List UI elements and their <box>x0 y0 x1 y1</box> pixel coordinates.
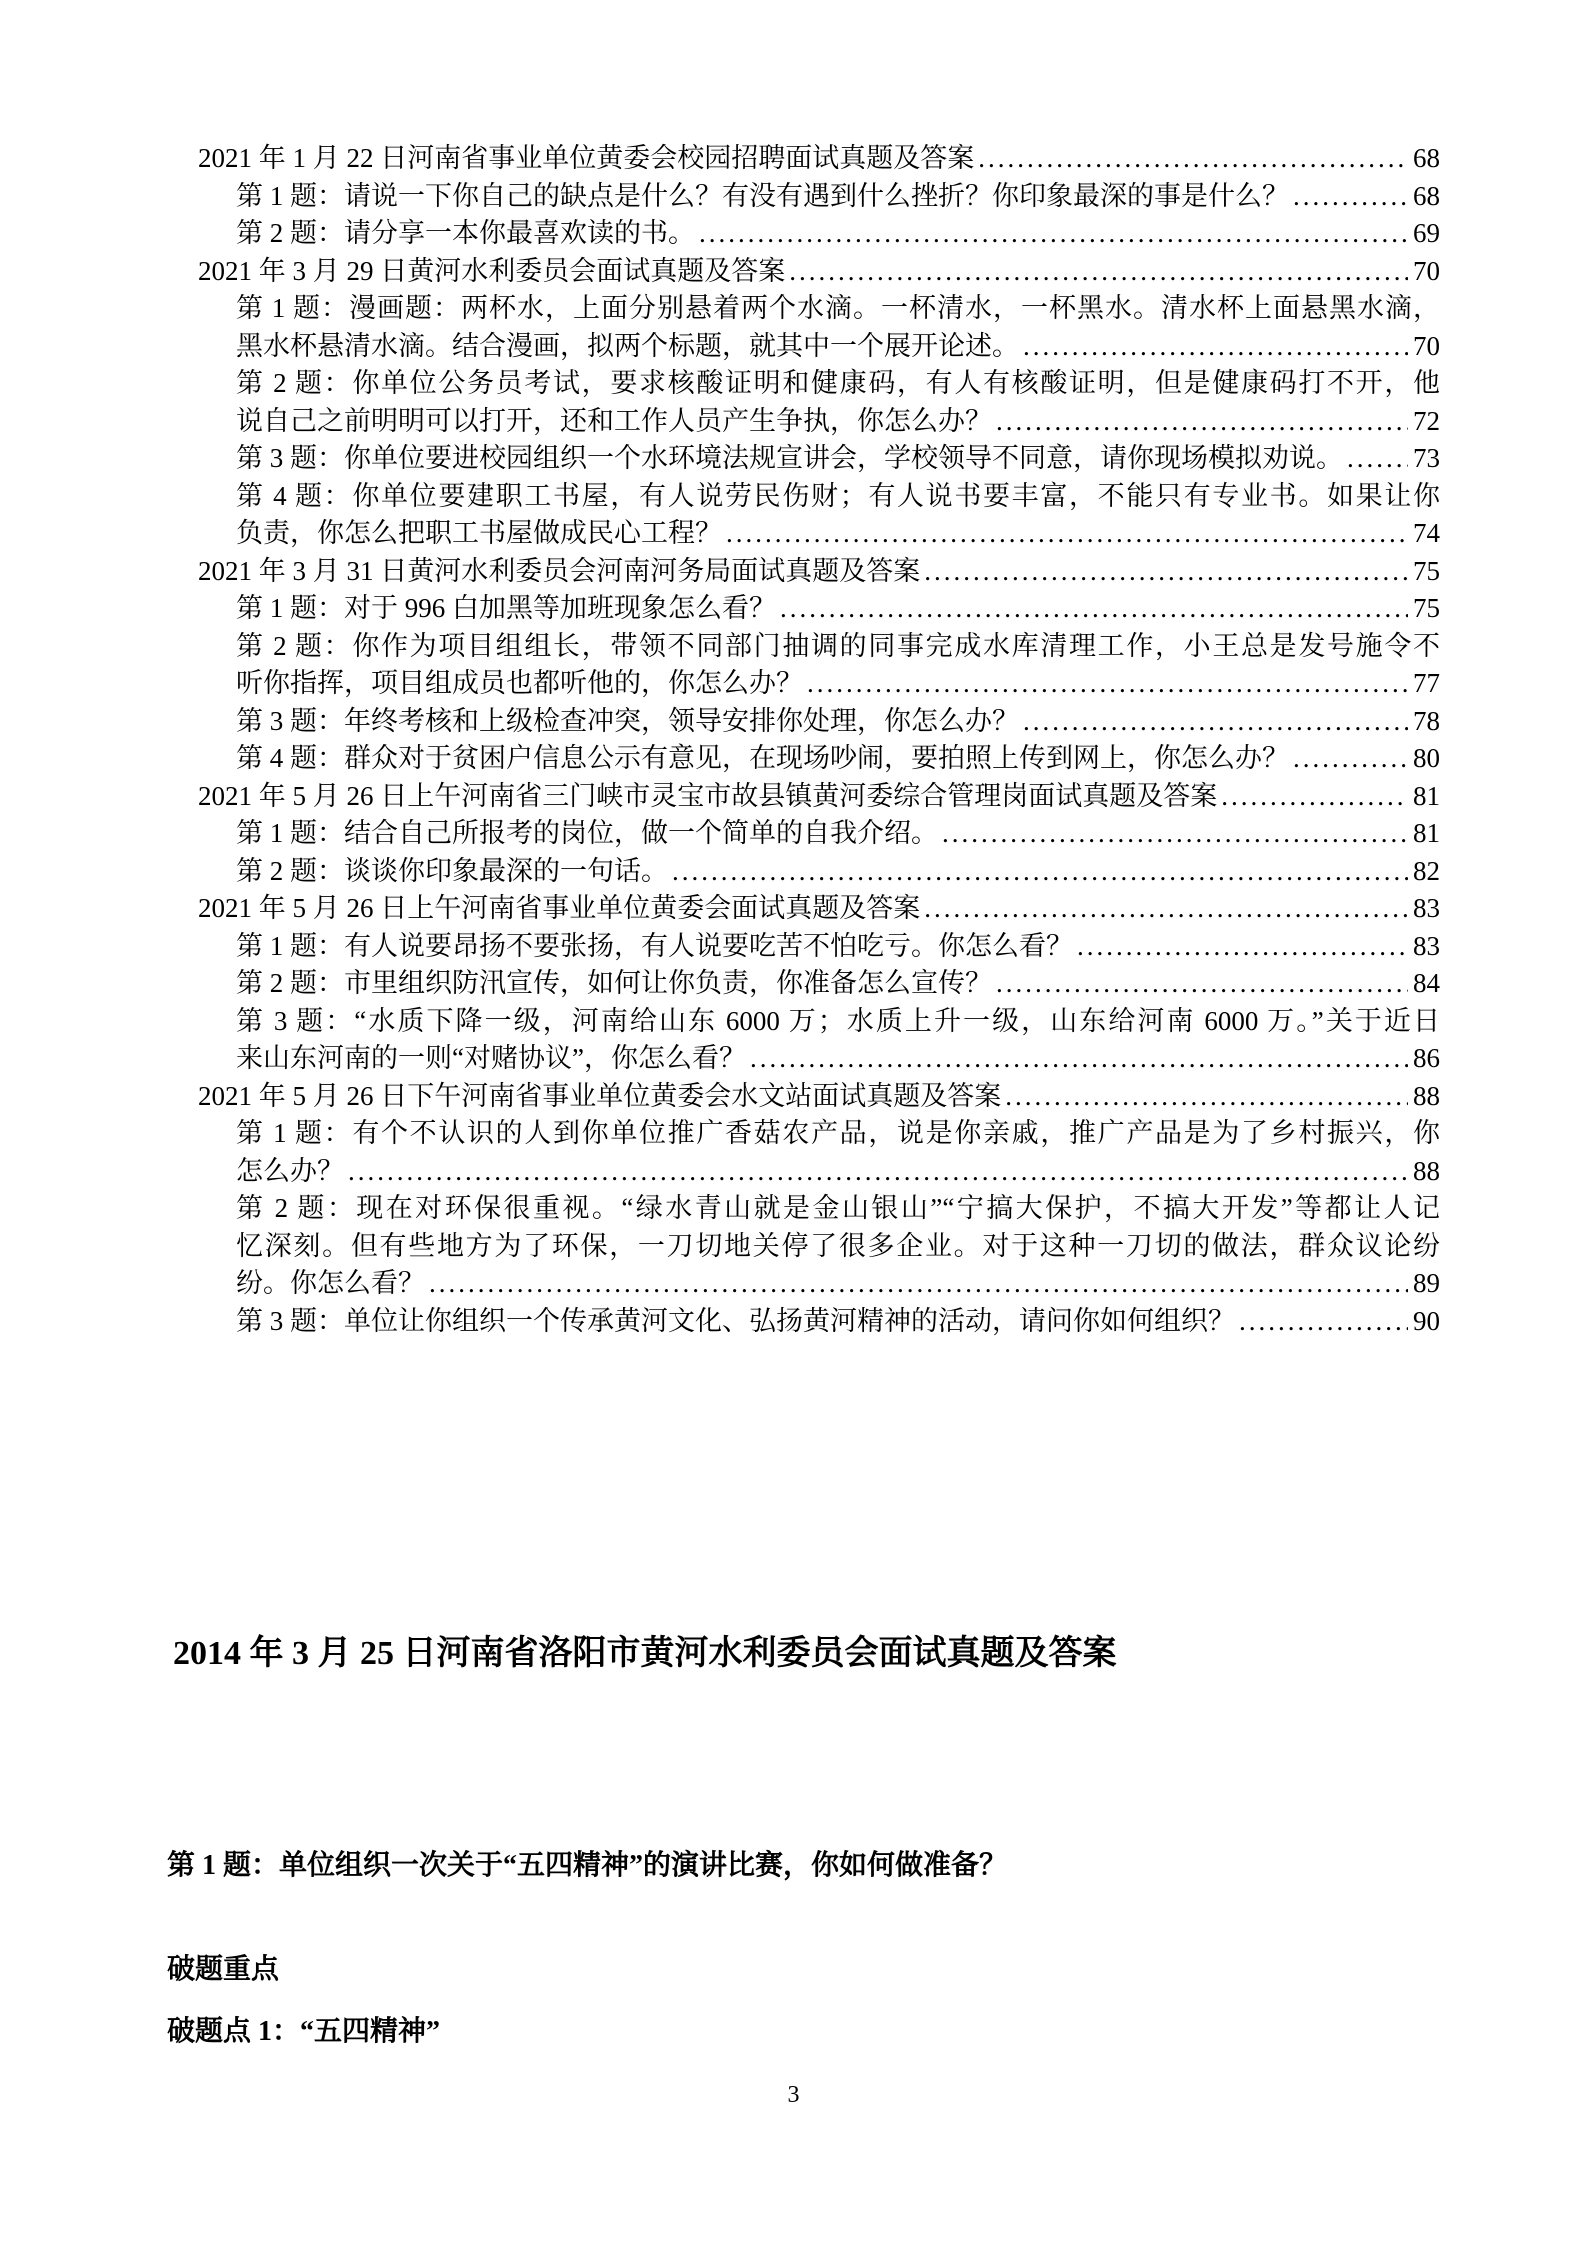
toc-entry[interactable] <box>198 1115 1440 1153</box>
toc-page-number: 88 <box>1413 1080 1440 1111</box>
toc-entry[interactable] <box>198 1040 1440 1078</box>
toc-entry-text: 第 1 题：结合自己所报考的岗位，做一个简单的自我介绍。 <box>236 818 938 848</box>
toc-entry[interactable] <box>198 328 1440 366</box>
toc-entry-text: 第 3 题：“水质下降一级，河南给山东 6000 万；水质上升一级，山东给河南 6000 万。”关于近日 <box>236 1005 1440 1036</box>
toc-page-number: 77 <box>1413 668 1440 698</box>
toc-leader-dots <box>1077 928 1408 966</box>
toc-page-number: 78 <box>1413 705 1440 736</box>
toc-entry-text: 2021 年 5 月 26 日上午河南省事业单位黄委会面试真题及答案 <box>198 893 921 923</box>
toc-page-number: 84 <box>1413 968 1440 998</box>
toc-page-number: 80 <box>1413 743 1440 773</box>
analysis-heading: 破题重点 <box>167 1954 280 1985</box>
toc-entry-text: 第 2 题：你作为项目组组长，带领不同部门抽调的同事完成水库清理工作，小王总是发号施令不 <box>236 630 1440 661</box>
toc-entry-text: 第 1 题：漫画题：两杯水，上面分别悬着两个水滴。一杯清水，一杯黑水。清水杯上面悬黑水滴， <box>236 293 1440 323</box>
toc-entry[interactable] <box>198 703 1440 741</box>
question-1-heading: 第 1 题：单位组织一次关于“五四精神”的演讲比赛，你如何做准备？ <box>167 1850 1008 1881</box>
toc-entry[interactable] <box>198 853 1440 891</box>
toc-entry[interactable] <box>198 365 1440 403</box>
toc-entry-text: 第 1 题：对于 996 白加黑等加班现象怎么看？ <box>236 593 776 623</box>
toc-entry[interactable] <box>198 478 1440 516</box>
toc-leader-dots <box>942 815 1408 853</box>
toc-page-number: 70 <box>1413 255 1440 286</box>
page-number: 3 <box>787 2082 800 2108</box>
toc-leader-dots <box>1293 740 1408 778</box>
toc-entry-text: 第 4 题：群众对于贫困户信息公示有意见，在现场吵闹，要拍照上传到网上，你怎么办？ <box>236 743 1289 773</box>
toc-page-number: 83 <box>1413 930 1440 961</box>
toc-entry[interactable] <box>198 553 1440 591</box>
toc-entry-text: 第 3 题：年终考核和上级检查冲突，领导安排你处理，你怎么办？ <box>236 705 1019 736</box>
toc-entry[interactable] <box>198 665 1440 703</box>
toc-entry[interactable] <box>198 1153 1440 1191</box>
toc-entry[interactable] <box>198 1303 1440 1341</box>
toc-entry-text: 忆深刻。但有些地方为了环保，一刀切地关停了很多企业。对于这种一刀切的做法，群众议论纷 <box>236 1230 1440 1261</box>
toc-entry-text: 第 4 题：你单位要建职工书屋，有人说劳民伤财；有人说书要丰富，不能只有专业书。如果让你 <box>236 480 1440 511</box>
toc-entry[interactable] <box>198 590 1440 628</box>
toc-page-number: 69 <box>1413 218 1440 248</box>
toc-entry-text: 第 2 题：你单位公务员考试，要求核酸证明和健康码，有人有核酸证明，但是健康码打不开，他 <box>236 368 1440 398</box>
toc-entry[interactable] <box>198 740 1440 778</box>
toc-leader-dots <box>996 965 1408 1003</box>
toc-entry[interactable] <box>198 628 1440 666</box>
toc-leader-dots <box>429 1265 1408 1303</box>
toc-entry[interactable] <box>198 178 1440 216</box>
toc-page-number: 81 <box>1413 818 1440 848</box>
toc-entry[interactable] <box>198 290 1440 328</box>
toc-page-number: 75 <box>1413 555 1440 586</box>
toc-entry[interactable] <box>198 965 1440 1003</box>
toc-entry-text: 黑水杯悬清水滴。结合漫画，拟两个标题，就其中一个展开论述。 <box>236 330 1019 361</box>
toc-page-number: 68 <box>1413 143 1440 173</box>
toc-leader-dots <box>750 1040 1408 1078</box>
toc-entry[interactable] <box>198 215 1440 253</box>
toc-entry[interactable] <box>198 778 1440 816</box>
toc-entry-text: 来山东河南的一则“对赌协议”，你怎么看？ <box>236 1043 746 1073</box>
toc-entry[interactable] <box>198 515 1440 553</box>
toc-page-number: 70 <box>1413 330 1440 361</box>
toc-entry-text: 第 2 题：请分享一本你最喜欢读的书。 <box>236 218 695 248</box>
toc-page-number: 74 <box>1413 518 1440 548</box>
toc-page-number: 83 <box>1413 893 1440 923</box>
toc-leader-dots <box>348 1153 1408 1191</box>
toc-entry[interactable] <box>198 928 1440 966</box>
toc-entry-text: 怎么办？ <box>236 1155 344 1186</box>
toc-leader-dots <box>1293 178 1408 216</box>
toc-page-number: 75 <box>1413 593 1440 623</box>
toc-leader-dots <box>924 553 1408 591</box>
toc-entry-text: 2021 年 3 月 29 日黄河水利委员会面试真题及答案 <box>198 255 786 286</box>
toc-leader-dots <box>1023 703 1408 741</box>
toc-leader-dots <box>1239 1303 1408 1341</box>
toc-page-number: 82 <box>1413 855 1440 886</box>
toc-entry[interactable] <box>198 403 1440 441</box>
toc-leader-dots <box>1023 328 1408 366</box>
analysis-point-1: 破题点 1：“五四精神” <box>167 2016 441 2047</box>
toc-entry[interactable] <box>198 440 1440 478</box>
toc-entry-text: 第 3 题：单位让你组织一个传承黄河文化、弘扬黄河精神的活动，请问你如何组织？ <box>236 1305 1235 1336</box>
toc-entry[interactable] <box>198 815 1440 853</box>
toc-entry[interactable] <box>198 1003 1440 1041</box>
toc-page-number: 88 <box>1413 1155 1440 1186</box>
toc-leader-dots <box>978 140 1408 178</box>
toc-entry-text: 负责，你怎么把职工书屋做成民心工程？ <box>236 518 722 548</box>
toc-leader-dots <box>924 890 1408 928</box>
toc-entry-text: 2021 年 5 月 26 日下午河南省事业单位黄委会水文站面试真题及答案 <box>198 1080 1002 1111</box>
toc-leader-dots <box>726 515 1408 553</box>
toc-entry-text: 第 1 题：请说一下你自己的缺点是什么？有没有遇到什么挫折？你印象最深的事是什么？ <box>236 180 1289 211</box>
section-heading: 2014 年 3 月 25 日河南省洛阳市黄河水利委员会面试真题及答案 <box>173 1635 1117 1672</box>
toc-page-number: 89 <box>1413 1268 1440 1298</box>
toc-entry-text: 纷。你怎么看？ <box>236 1268 425 1298</box>
toc-entry-text: 2021 年 1 月 22 日河南省事业单位黄委会校园招聘面试真题及答案 <box>198 143 975 173</box>
toc-entry-text: 2021 年 5 月 26 日上午河南省三门峡市灵宝市故县镇黄河委综合管理岗面试真题及答案 <box>198 780 1218 811</box>
toc-page-number: 90 <box>1413 1305 1440 1336</box>
toc-entry-text: 说自己之前明明可以打开，还和工作人员产生争执，你怎么办？ <box>236 405 992 436</box>
toc-entry-text: 第 2 题：谈谈你印象最深的一句话。 <box>236 855 668 886</box>
toc-entry[interactable] <box>198 140 1440 178</box>
toc-leader-dots <box>672 853 1408 891</box>
toc-leader-dots <box>1005 1078 1408 1116</box>
toc-entry-text: 第 1 题：有人说要昂扬不要张扬，有人说要吃苦不怕吃亏。你怎么看？ <box>236 930 1073 961</box>
toc-entry-text: 2021 年 3 月 31 日黄河水利委员会河南河务局面试真题及答案 <box>198 555 921 586</box>
table-of-contents <box>198 140 1440 1340</box>
toc-page-number: 73 <box>1413 443 1440 473</box>
toc-leader-dots <box>807 665 1408 703</box>
toc-entry-text: 第 1 题：有个不认识的人到你单位推广香菇农产品，说是你亲戚，推广产品是为了乡村振兴，你 <box>236 1118 1440 1148</box>
toc-entry[interactable] <box>198 1190 1440 1228</box>
toc-page-number: 72 <box>1413 405 1440 436</box>
toc-entry[interactable] <box>198 890 1440 928</box>
toc-leader-dots <box>996 403 1408 441</box>
toc-entry[interactable] <box>198 1228 1440 1266</box>
toc-leader-dots <box>1221 778 1408 816</box>
toc-leader-dots <box>789 253 1408 291</box>
toc-entry[interactable] <box>198 253 1440 291</box>
toc-leader-dots <box>699 215 1408 253</box>
toc-page-number: 68 <box>1413 180 1440 211</box>
toc-entry-text: 第 2 题：市里组织防汛宣传，如何让你负责，你准备怎么宣传？ <box>236 968 992 998</box>
toc-leader-dots <box>780 590 1408 628</box>
toc-entry-text: 听你指挥，项目组成员也都听他的，你怎么办？ <box>236 668 803 698</box>
toc-page-number: 86 <box>1413 1043 1440 1073</box>
toc-page-number: 81 <box>1413 780 1440 811</box>
toc-entry[interactable] <box>198 1078 1440 1116</box>
toc-entry[interactable] <box>198 1265 1440 1303</box>
toc-entry-text: 第 2 题：现在对环保很重视。“绿水青山就是金山银山”“宁搞大保护，不搞大开发”等都让人记 <box>236 1193 1440 1223</box>
toc-leader-dots <box>1347 440 1408 478</box>
toc-entry-text: 第 3 题：你单位要进校园组织一个水环境法规宣讲会，学校领导不同意，请你现场模拟劝说。 <box>236 443 1343 473</box>
